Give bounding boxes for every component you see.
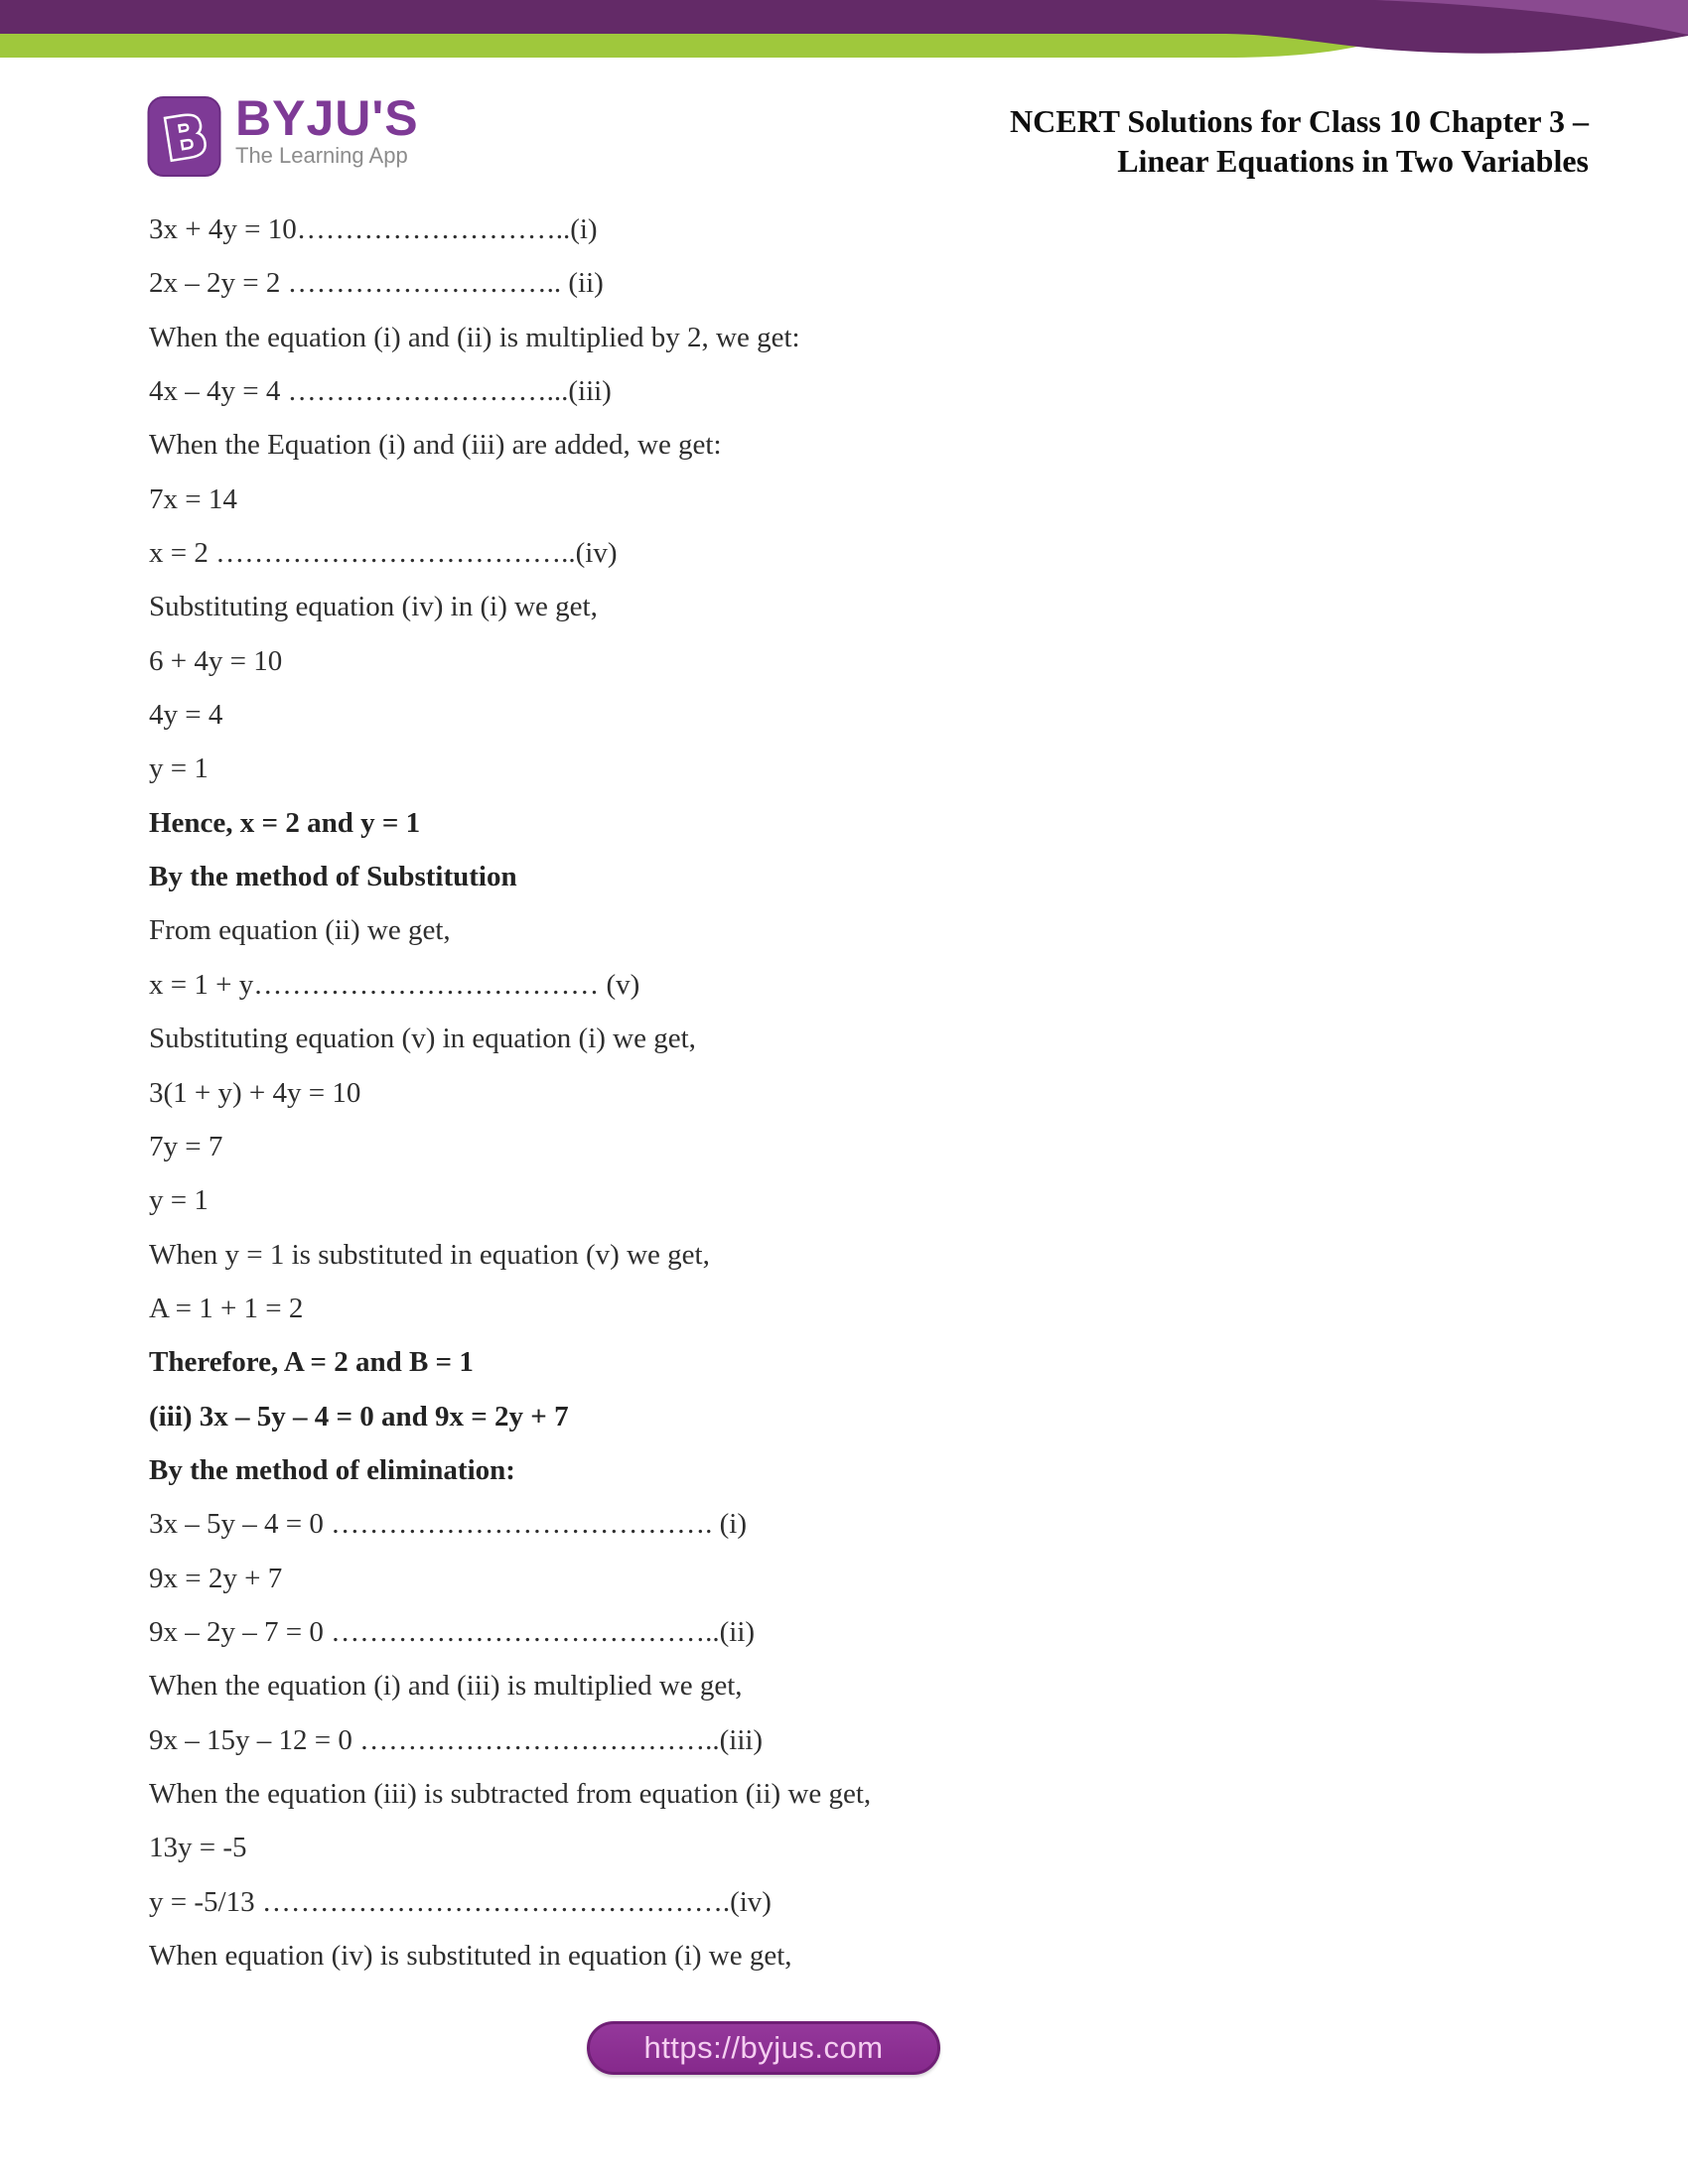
text-line: y = 1 bbox=[149, 752, 209, 785]
footer-url: https://byjus.com bbox=[643, 2030, 884, 2065]
text-line: When the equation (iii) is subtracted from equation (ii) we get, bbox=[149, 1777, 872, 1810]
text-line: 3x – 5y – 4 = 0 …………………………………. (i) bbox=[149, 1508, 747, 1541]
text-line: 7y = 7 bbox=[149, 1130, 223, 1162]
text-line: When the Equation (i) and (iii) are added, we get: bbox=[149, 429, 722, 462]
text-line: 4y = 4 bbox=[149, 699, 223, 732]
text-line: (iii) 3x – 5y – 4 = 0 and 9x = 2y + 7 bbox=[149, 1400, 569, 1433]
text-line: By the method of elimination: bbox=[149, 1453, 515, 1486]
text-line: 7x = 14 bbox=[149, 482, 237, 515]
text-line: A = 1 + 1 = 2 bbox=[149, 1292, 304, 1324]
text-line: 3(1 + y) + 4y = 10 bbox=[149, 1076, 361, 1109]
page-title bbox=[1010, 101, 1589, 181]
brand-text-block bbox=[235, 90, 419, 169]
text-line: 2x – 2y = 2 ……………………….. (ii) bbox=[149, 267, 604, 300]
text-line: Substituting equation (iv) in (i) we get, bbox=[149, 591, 598, 623]
text-line: Hence, x = 2 and y = 1 bbox=[149, 806, 421, 839]
byjus-logo-icon bbox=[147, 95, 222, 179]
text-line: 9x – 2y – 7 = 0 …………………………………..(ii) bbox=[149, 1615, 756, 1648]
header-band-green bbox=[0, 34, 1398, 58]
text-line: 13y = -5 bbox=[149, 1832, 247, 1864]
text-line: 3x + 4y = 10………………………..(i) bbox=[149, 213, 598, 245]
brand-tagline: The Learning App bbox=[235, 143, 408, 168]
text-line: From equation (ii) we get, bbox=[149, 914, 451, 947]
header-banner bbox=[0, 0, 1688, 91]
text-line: 9x = 2y + 7 bbox=[149, 1562, 283, 1594]
document-body bbox=[149, 212, 1470, 1992]
text-line: 9x – 15y – 12 = 0 ………………………………..(iii) bbox=[149, 1723, 764, 1756]
text-line: 4x – 4y = 4 ………………………...(iii) bbox=[149, 375, 612, 408]
text-line: y = 1 bbox=[149, 1184, 209, 1217]
page-title-line2: Linear Equations in Two Variables bbox=[1117, 143, 1589, 179]
text-line: y = -5/13 ………………………………………….(iv) bbox=[149, 1885, 772, 1918]
text-line: When the equation (i) and (ii) is multiplied by 2, we get: bbox=[149, 321, 800, 353]
text-line: x = 1 + y……………………………… (v) bbox=[149, 968, 640, 1001]
page-title-line1: NCERT Solutions for Class 10 Chapter 3 – bbox=[1010, 103, 1589, 139]
brand-name: BYJU'S bbox=[235, 90, 419, 146]
footer-url-pill[interactable] bbox=[587, 2021, 940, 2075]
text-line: 6 + 4y = 10 bbox=[149, 644, 283, 677]
text-line: By the method of Substitution bbox=[149, 861, 517, 893]
text-line: When the equation (i) and (iii) is multiplied we get, bbox=[149, 1670, 743, 1703]
text-line: Substituting equation (v) in equation (i) we get, bbox=[149, 1023, 696, 1055]
text-line: When equation (iv) is substituted in equation (i) we get, bbox=[149, 1940, 792, 1972]
text-line: When y = 1 is substituted in equation (v) we get, bbox=[149, 1238, 710, 1271]
text-line: Therefore, A = 2 and B = 1 bbox=[149, 1346, 474, 1379]
byjus-logo bbox=[147, 90, 419, 179]
text-line: x = 2 ………………………………..(iv) bbox=[149, 537, 618, 570]
svg-text:B: B bbox=[159, 103, 212, 174]
